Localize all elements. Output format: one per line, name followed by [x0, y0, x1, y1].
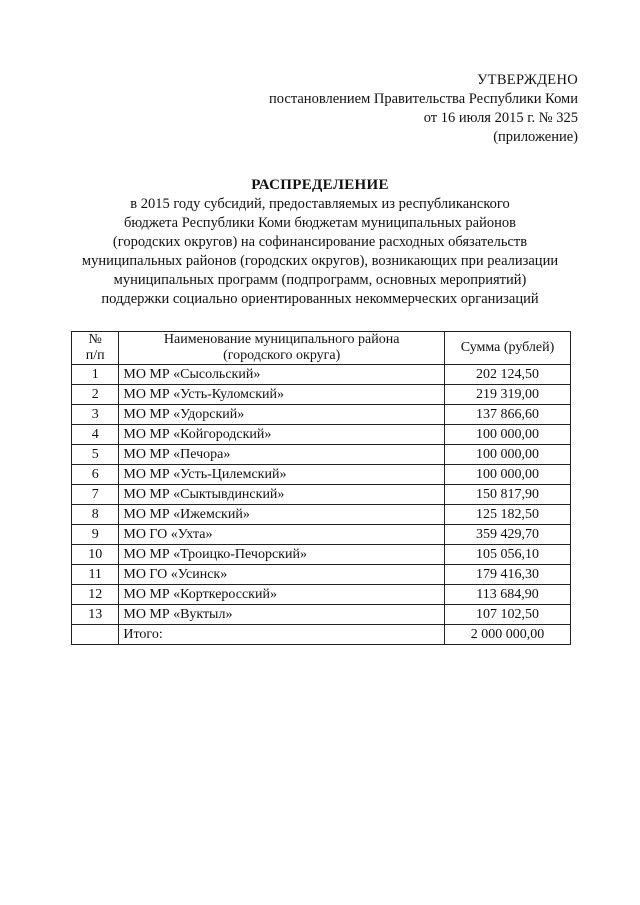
subtitle-line: муниципальных районов (городских округов), возникающих при реализации	[81, 253, 559, 269]
subtitle-line: (городских округов) на софинансирование расходных обязательств	[112, 234, 528, 250]
table-header-row	[72, 332, 571, 365]
row-name: МО МР «Удорский»	[119, 405, 445, 425]
row-name: МО МР «Сыктывдинский»	[119, 485, 445, 505]
row-number: 5	[72, 445, 119, 465]
row-number: 8	[72, 505, 119, 525]
table-row	[72, 485, 571, 505]
table-row	[72, 445, 571, 465]
row-sum: 105 056,10	[444, 545, 570, 565]
header-name-line1: Наименование муниципального района	[163, 332, 400, 347]
document-subtitle	[60, 195, 580, 309]
row-sum: 100 000,00	[444, 465, 570, 485]
table-row	[72, 425, 571, 445]
table-row	[72, 505, 571, 525]
row-name: МО МР «Троицко-Печорский»	[119, 545, 445, 565]
row-number: 12	[72, 585, 119, 605]
table-row	[72, 385, 571, 405]
total-label: Итого:	[119, 625, 445, 645]
approval-stamp	[218, 71, 578, 147]
row-sum: 219 319,00	[444, 385, 570, 405]
header-number-line1: №	[88, 332, 102, 347]
table-total-row	[72, 625, 571, 645]
approval-heading: УТВЕРЖДЕНО	[477, 72, 578, 88]
row-name: МО МР «Койгородский»	[119, 425, 445, 445]
row-name: МО МР «Усть-Цилемский»	[119, 465, 445, 485]
header-name	[119, 332, 445, 365]
table-row	[72, 465, 571, 485]
header-sum: Сумма (рублей)	[444, 332, 570, 365]
row-name: МО МР «Сысольский»	[119, 365, 445, 385]
row-sum: 107 102,50	[444, 605, 570, 625]
row-sum: 179 416,30	[444, 565, 570, 585]
header-number-line2: п/п	[85, 348, 105, 363]
row-number: 13	[72, 605, 119, 625]
row-number: 7	[72, 485, 119, 505]
row-number: 9	[72, 525, 119, 545]
subtitle-line: поддержки социально ориентированных некоммерческих организаций	[101, 291, 539, 307]
table-row	[72, 525, 571, 545]
approval-line-2: от 16 июля 2015 г. № 325	[423, 110, 578, 126]
row-name: МО МР «Вуктыл»	[119, 605, 445, 625]
row-number: 2	[72, 385, 119, 405]
row-sum: 137 866,60	[444, 405, 570, 425]
table-row	[72, 585, 571, 605]
row-number: 10	[72, 545, 119, 565]
row-sum: 359 429,70	[444, 525, 570, 545]
table-row	[72, 545, 571, 565]
table-row	[72, 605, 571, 625]
row-sum: 100 000,00	[444, 445, 570, 465]
table-row	[72, 405, 571, 425]
row-sum: 202 124,50	[444, 365, 570, 385]
title-block	[60, 175, 580, 309]
header-number	[72, 332, 119, 365]
table-row	[72, 365, 571, 385]
subtitle-line: муниципальных программ (подпрограмм, основных мероприятий)	[113, 272, 527, 288]
row-sum: 113 684,90	[444, 585, 570, 605]
row-number: 3	[72, 405, 119, 425]
table-row	[72, 565, 571, 585]
approval-line-3: (приложение)	[493, 129, 578, 145]
approval-line-1: постановлением Правительства Республики Коми	[269, 91, 578, 107]
row-number: 6	[72, 465, 119, 485]
total-sum: 2 000 000,00	[444, 625, 570, 645]
document-title: РАСПРЕДЕЛЕНИЕ	[251, 177, 389, 193]
row-name: МО МР «Ижемский»	[119, 505, 445, 525]
total-number-empty	[72, 625, 119, 645]
row-number: 4	[72, 425, 119, 445]
row-name: МО ГО «Усинск»	[119, 565, 445, 585]
row-name: МО МР «Усть-Куломский»	[119, 385, 445, 405]
row-name: МО ГО «Ухта»	[119, 525, 445, 545]
row-sum: 100 000,00	[444, 425, 570, 445]
header-name-line2: (городского округа)	[223, 348, 341, 363]
row-number: 1	[72, 365, 119, 385]
row-sum: 125 182,50	[444, 505, 570, 525]
distribution-table	[71, 331, 571, 645]
row-name: МО МР «Корткеросский»	[119, 585, 445, 605]
row-sum: 150 817,90	[444, 485, 570, 505]
row-name: МО МР «Печора»	[119, 445, 445, 465]
subtitle-line: в 2015 году субсидий, предоставляемых из республиканского	[130, 196, 510, 212]
subtitle-line: бюджета Республики Коми бюджетам муниципальных районов	[124, 215, 516, 231]
row-number: 11	[72, 565, 119, 585]
